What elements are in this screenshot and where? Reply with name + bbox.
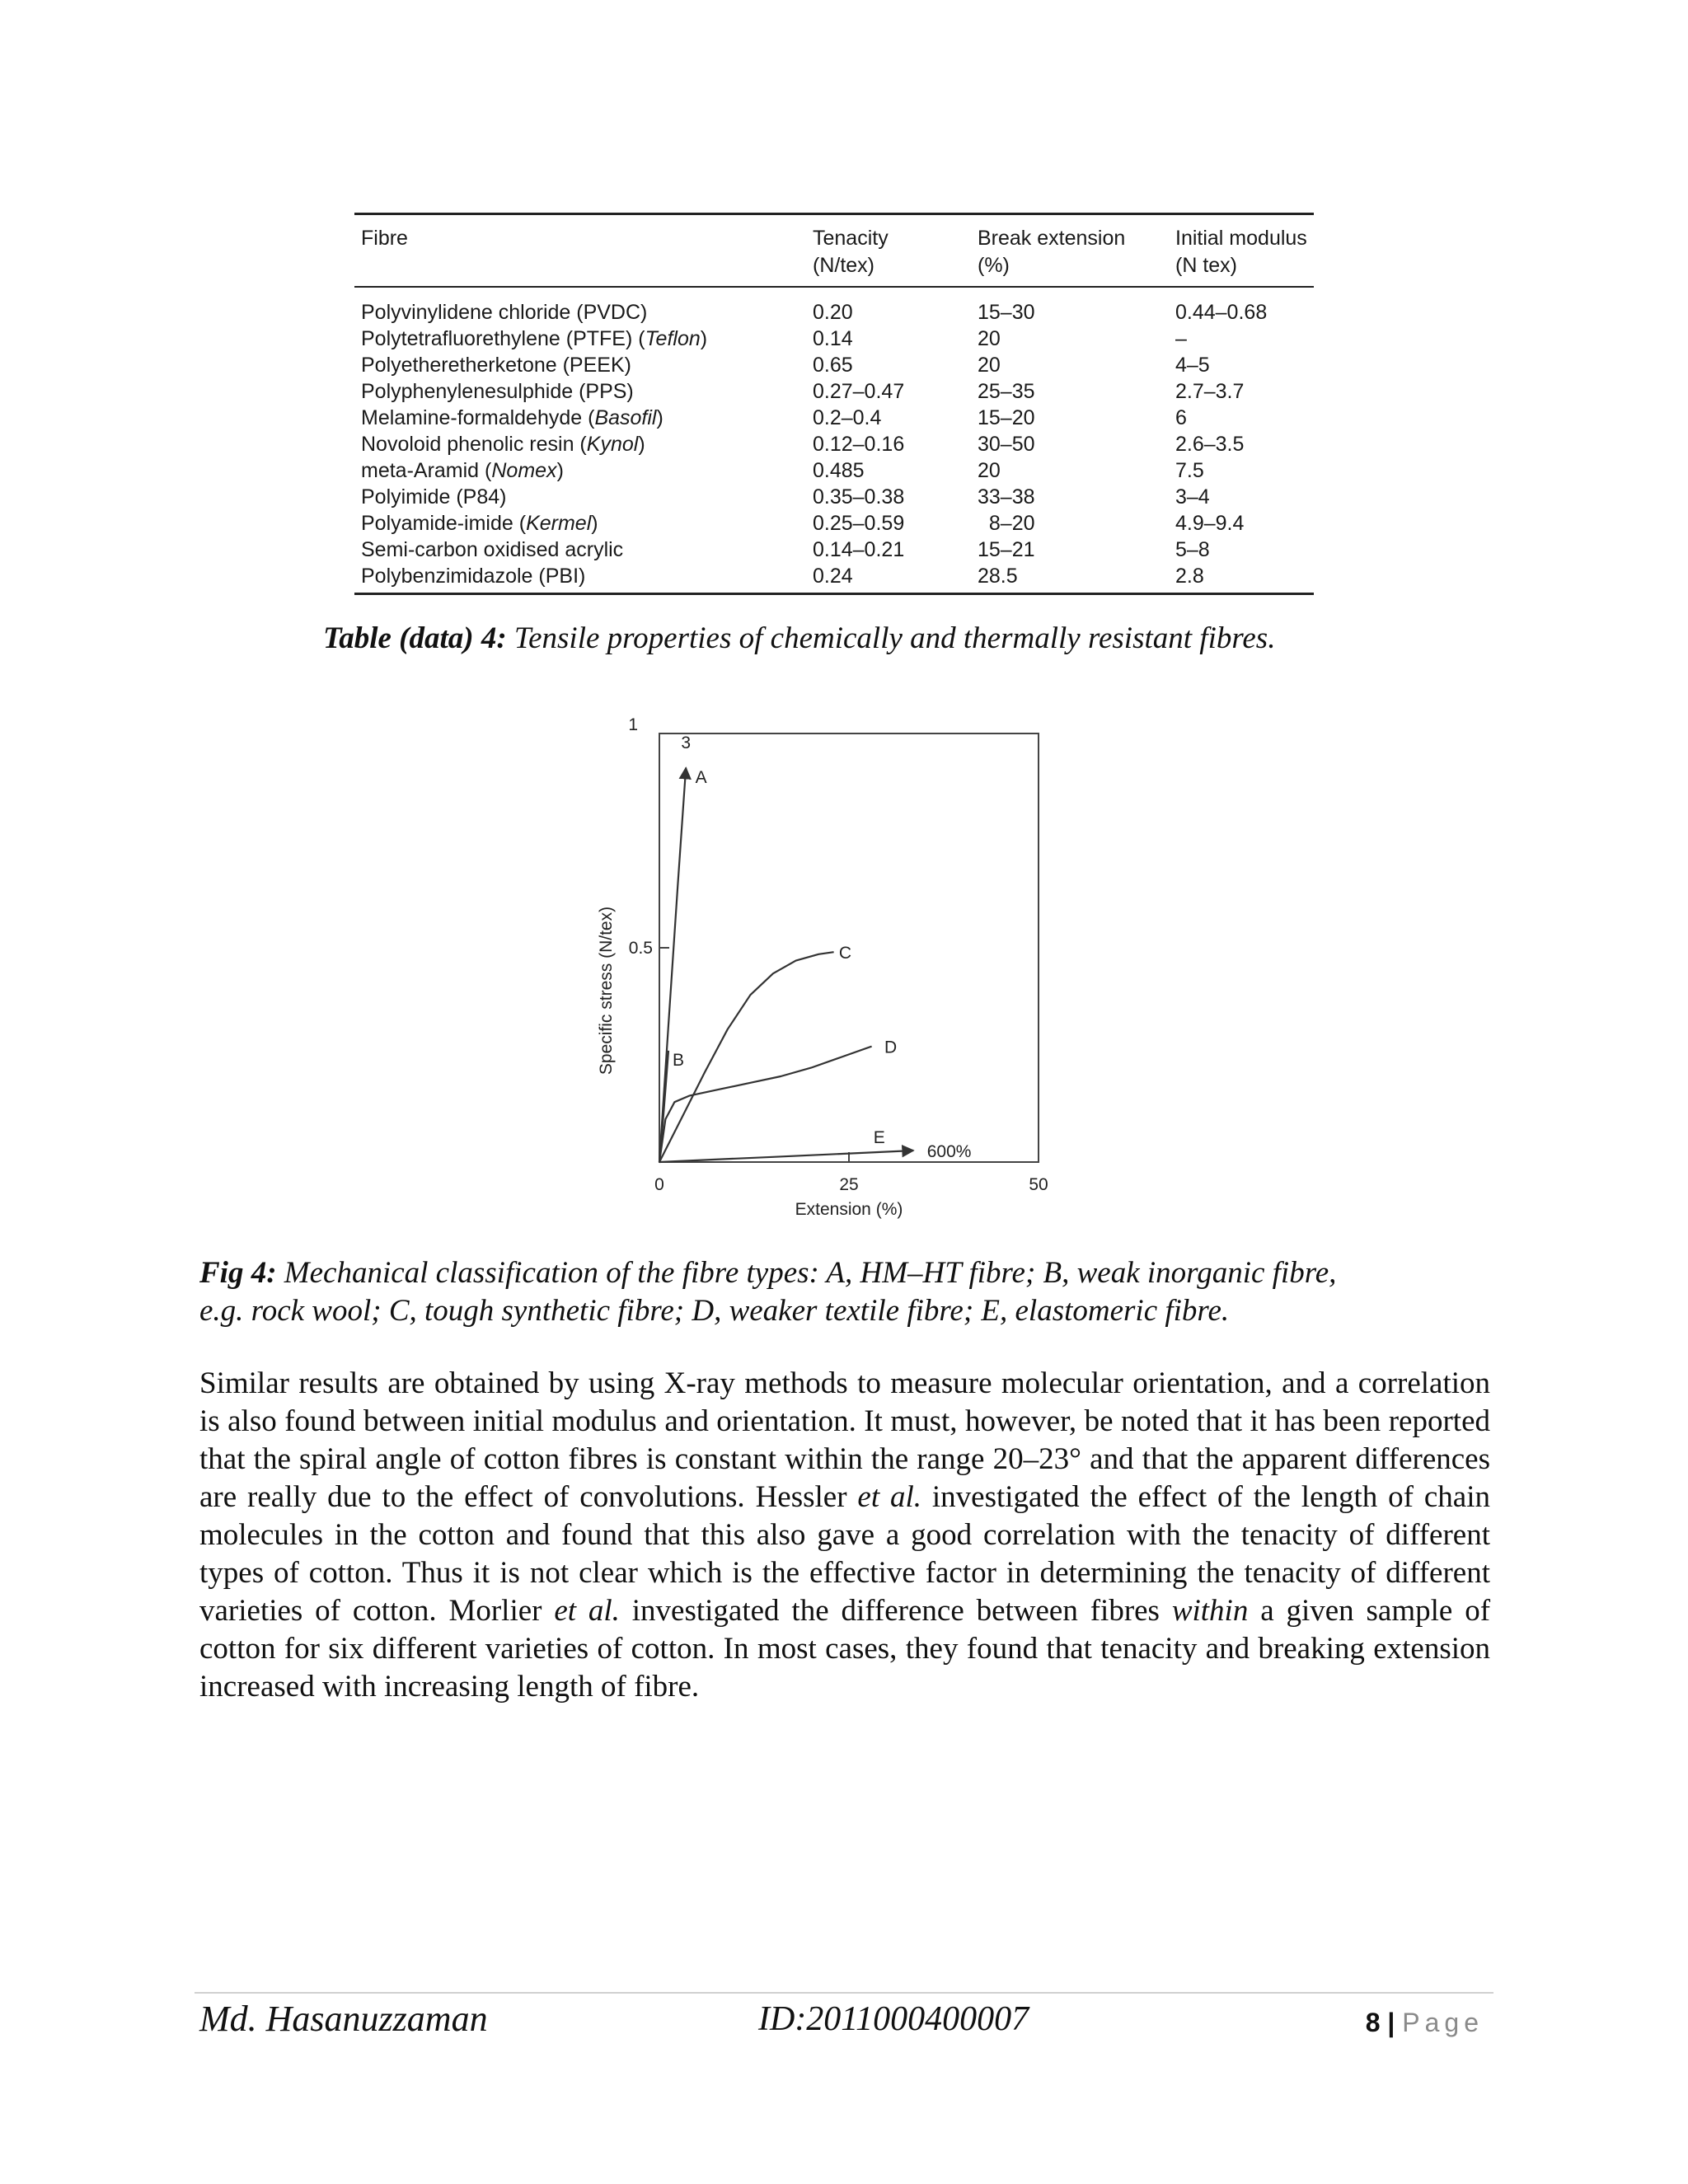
header-fibre: Fibre [361, 227, 408, 250]
paragraph-part-1: Similar results are obtained by using X-ray methods to measure molecular orientation, and a correlation is also found between initial modulus and orientation. It must, however, be noted that it has been reported that the spiral angle of cotton fibres is constant within the range 20–23° and that the apparent differences are really due to the effect of convolutions. Hessler [199, 1366, 1490, 1514]
table-row [354, 378, 1314, 405]
table-row [354, 326, 1314, 352]
cell-initial-modulus: – [1175, 327, 1187, 350]
x-tick-label: 50 [1029, 1175, 1048, 1194]
cell-tenacity: 0.14–0.21 [813, 538, 905, 561]
table-row [354, 287, 1314, 326]
table-caption-label: Table (data) 4: [323, 621, 507, 655]
cell-fibre: Polybenzimidazole (PBI) [361, 565, 586, 588]
series-a-top-label: 3 [681, 733, 692, 753]
cell-tenacity: 0.20 [813, 301, 853, 324]
cell-break-extension: 15–20 [978, 406, 1035, 429]
cell-initial-modulus: 3–4 [1175, 485, 1210, 509]
cell-break-extension: 15–21 [978, 538, 1035, 561]
figure-caption [199, 1254, 1336, 1330]
figure-caption-text1: Mechanical classification of the fibre types: A, HM–HT fibre; B, weak inorganic fibre, [276, 1256, 1337, 1290]
footer-author: Md. Hasanuzzaman [199, 1999, 488, 2039]
cell-initial-modulus: 2.7–3.7 [1175, 380, 1245, 403]
series-line-c [659, 952, 834, 1162]
cell-initial-modulus: 6 [1175, 406, 1187, 429]
x-tick-label: 0 [654, 1175, 664, 1194]
header-initial-modulus: Initial modulus (N tex) [1175, 227, 1307, 277]
cell-initial-modulus: 7.5 [1175, 459, 1204, 482]
x-axis-label: Extension (%) [795, 1200, 903, 1219]
series-e-end-label: 600% [926, 1141, 972, 1161]
figure-caption-label: Fig 4: [199, 1256, 277, 1290]
page-separator: | [1380, 2008, 1403, 2037]
cell-fibre: Polytetrafluorethylene (PTFE) (Teflon) [361, 327, 708, 350]
series-label-a: A [695, 768, 707, 787]
paragraph-etal-2: et al. [554, 1594, 620, 1628]
series-line-d [659, 1047, 872, 1162]
series-line-e [659, 1151, 913, 1162]
cell-break-extension: 20 [978, 354, 1001, 377]
cell-fibre: meta-Aramid (Nomex) [361, 459, 564, 482]
series-label-b: B [672, 1051, 685, 1071]
paragraph-within: within [1171, 1594, 1249, 1628]
y-tick-label: 1 [628, 717, 638, 734]
paragraph-part-2: investigated the effect of the length of chain molecules in the cotton and found that this also gave a good correlation with the tenacity of different types of cotton. Thus it is not clear which is the effective factor in determining the tenacity of different varieties of cotton. Morlier [199, 1480, 1490, 1628]
cell-break-extension: 33–38 [978, 485, 1035, 509]
table-caption-text: Tensile properties of chemically and thermally resistant fibres. [506, 621, 1276, 655]
page-label: Page [1402, 2008, 1484, 2037]
footer-page [1366, 2008, 1484, 2038]
cell-tenacity: 0.485 [813, 459, 865, 482]
series-label-c: C [838, 944, 851, 963]
table-row [354, 510, 1314, 537]
cell-initial-modulus: 2.6–3.5 [1175, 433, 1245, 456]
series-label-d: D [884, 1038, 898, 1057]
header-break-extension: Break extension (%) [978, 227, 1126, 277]
cell-tenacity: 0.2–0.4 [813, 406, 882, 429]
cell-fibre: Polyetheretherketone (PEEK) [361, 354, 631, 377]
cell-tenacity: 0.12–0.16 [813, 433, 905, 456]
cell-fibre: Polyvinylidene chloride (PVDC) [361, 301, 648, 324]
cell-break-extension: 8–20 [978, 512, 1035, 535]
cell-fibre: Melamine-formaldehyde (Basofil) [361, 406, 663, 429]
table-row [354, 563, 1314, 594]
header-tenacity: Tenacity (N/tex) [813, 227, 889, 277]
table-row [354, 457, 1314, 484]
cell-break-extension: 30–50 [978, 433, 1035, 456]
table-row [354, 352, 1314, 378]
paragraph-etal-1: et al. [857, 1480, 922, 1514]
cell-break-extension: 20 [978, 459, 1001, 482]
series-line-a [659, 768, 686, 1162]
cell-fibre: Polyamide-imide (Kermel) [361, 512, 598, 535]
paragraph-part-3: investigated the difference between fibres [619, 1594, 1172, 1628]
chart-ticks [659, 948, 849, 1162]
table-row [354, 484, 1314, 510]
y-tick-label: 0.5 [628, 939, 653, 958]
cell-initial-modulus: 5–8 [1175, 538, 1210, 561]
cell-tenacity: 0.35–0.38 [813, 485, 905, 509]
footer-rule [195, 1992, 1493, 1994]
cell-fibre: Semi-carbon oxidised acrylic [361, 538, 624, 561]
table-row [354, 537, 1314, 563]
table-caption [323, 620, 1275, 658]
table-row [354, 431, 1314, 457]
cell-tenacity: 0.14 [813, 327, 853, 350]
cell-initial-modulus: 4.9–9.4 [1175, 512, 1245, 535]
cell-fibre: Novoloid phenolic resin (Kynol) [361, 433, 645, 456]
cell-break-extension: 25–35 [978, 380, 1035, 403]
table-header-row [354, 214, 1314, 288]
stress-extension-chart [577, 717, 1121, 1244]
properties-table [354, 213, 1314, 595]
cell-initial-modulus: 0.44–0.68 [1175, 301, 1268, 324]
cell-initial-modulus: 4–5 [1175, 354, 1210, 377]
cell-tenacity: 0.27–0.47 [813, 380, 905, 403]
cell-initial-modulus: 2.8 [1175, 565, 1204, 588]
chart-lines [659, 768, 913, 1162]
footer-id: ID:2011000400007 [758, 2000, 1029, 2038]
cell-tenacity: 0.25–0.59 [813, 512, 905, 535]
figure-caption-line1 [199, 1254, 1336, 1292]
figure-caption-line2: e.g. rock wool; C, tough synthetic fibre; D, weaker textile fibre; E, elastomeric fibre. [199, 1294, 1230, 1328]
cell-tenacity: 0.24 [813, 565, 853, 588]
cell-fibre: Polyphenylenesulphide (PPS) [361, 380, 634, 403]
page-number: 8 [1365, 2008, 1381, 2037]
cell-tenacity: 0.65 [813, 354, 853, 377]
table-body [354, 287, 1314, 594]
body-paragraph [199, 1365, 1490, 1706]
paragraph-part-4: a given sample of cotton for six different varieties of cotton. In most cases, they found that tenacity and breaking extension increased with increasing length of fibre. [199, 1594, 1491, 1704]
cell-break-extension: 15–30 [978, 301, 1035, 324]
y-axis-label: Specific stress (N/tex) [597, 906, 616, 1076]
cell-break-extension: 28.5 [978, 565, 1018, 588]
cell-fibre: Polyimide (P84) [361, 485, 507, 509]
x-tick-label: 25 [839, 1175, 859, 1194]
chart-labels [597, 717, 1048, 1219]
cell-break-extension: 20 [978, 327, 1001, 350]
series-label-e: E [873, 1127, 885, 1147]
table-row [354, 405, 1314, 431]
